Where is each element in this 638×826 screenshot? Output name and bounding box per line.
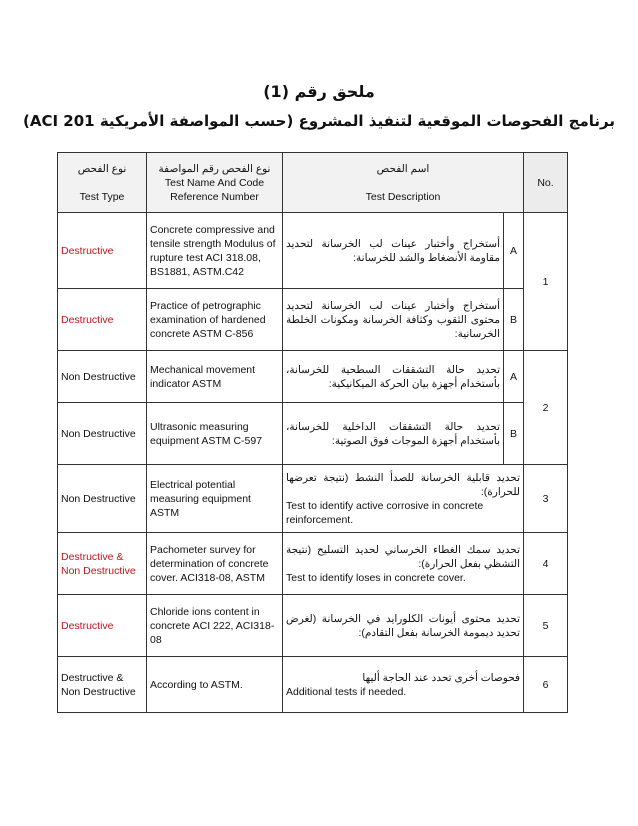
test-name-cell: Concrete compressive and tensile strength Modulus of rupture test ACI 318.08, BS1881, ASTM.C42 xyxy=(147,213,283,289)
test-name-cell: Pachometer survey for determination of concrete cover. ACI318-08, ASTM xyxy=(147,533,283,595)
test-type-cell: Destructive & Non Destructive xyxy=(58,533,147,595)
header-test-description-en: Test Description xyxy=(365,190,441,203)
description-ar: تحديد محتوى أيونات الكلورايد في الخرسانة (لغرض تحديد ديمومة الخرسانة بفعل التقادم): xyxy=(286,612,521,639)
test-name-cell: According to ASTM. xyxy=(147,657,283,713)
table-header-row xyxy=(58,153,568,213)
test-type-cell: Non Destructive xyxy=(58,351,147,403)
header-test-name-en: Test Name And Code Reference Number xyxy=(164,176,265,203)
description-ar: تحديد سمك الغطاء الخرساني لحديد التسليح (نتيجة التشظي بفعل الحرارة): xyxy=(286,543,521,570)
table-row xyxy=(58,595,568,657)
test-type-cell: Non Destructive xyxy=(58,403,147,465)
test-name-cell: Practice of petrographic examination of hardened concrete ASTM C-856 xyxy=(147,289,283,351)
description-ar: تحديد حالة التشققات الداخلية للخرسانة، بأستخدام أجهزة الموجات فوق الصوتية: xyxy=(286,420,500,447)
description-en: Test to identify active corrosive in concrete reinforcement. xyxy=(286,499,484,526)
test-name-cell: Ultrasonic measuring equipment ASTM C-597 xyxy=(147,403,283,465)
table-row xyxy=(58,351,568,403)
header-test-type-en: Test Type xyxy=(79,190,125,203)
header-test-description xyxy=(283,153,524,213)
test-name-cell: Chloride ions content in concrete ACI 222, ACI318-08 xyxy=(147,595,283,657)
header-test-description-ar: اسم الفحص xyxy=(376,162,430,175)
description-en: Additional tests if needed. xyxy=(286,685,407,698)
test-description-cell xyxy=(283,595,524,657)
header-test-type-ar: نوع الفحص xyxy=(77,162,127,175)
sub-item-letter: B xyxy=(504,289,524,351)
program-title: برنامج الفحوصات الموقعية لتنفيذ المشروع (حسب المواصفة الأمريكية ACI 201) xyxy=(23,112,615,130)
test-description-cell xyxy=(283,657,524,713)
table-row xyxy=(58,465,568,533)
description-ar: تحديد قابلية الخرسانة للصدأ النشط (نتيجة تعرضها للحرارة): xyxy=(286,471,521,498)
table-row xyxy=(58,289,568,351)
table-row xyxy=(58,213,568,289)
description-ar: أستخراج وأختبار عينات لب الخرسانة لتحديد محتوى الثقوب وكثافة الخرسانة ومكونات الخلطة الخرسانية: xyxy=(286,299,500,340)
sub-item-letter: A xyxy=(504,351,524,403)
item-number: 6 xyxy=(524,657,568,713)
description-ar: أستخراج وأختبار عينات لب الخرسانة لتحديد مقاومة الأنضغاط والشد للخرسانة: xyxy=(286,237,500,264)
header-test-name-ar: نوع الفحص رقم المواصفة xyxy=(158,162,271,175)
test-type-cell: Non Destructive xyxy=(58,465,147,533)
item-number: 4 xyxy=(524,533,568,595)
tests-table xyxy=(57,152,568,713)
item-number: 3 xyxy=(524,465,568,533)
test-description-cell xyxy=(283,213,504,289)
description-en: Test to identify loses in concrete cover. xyxy=(286,571,466,584)
test-description-cell xyxy=(283,533,524,595)
appendix-title: ملحق رقم (1) xyxy=(263,82,375,101)
test-description-cell xyxy=(283,289,504,351)
sub-item-letter: A xyxy=(504,213,524,289)
table-row xyxy=(58,657,568,713)
test-name-cell: Mechanical movement indicator ASTM xyxy=(147,351,283,403)
header-test-name xyxy=(147,153,283,213)
test-type-cell: Destructive xyxy=(58,289,147,351)
table-row xyxy=(58,533,568,595)
test-description-cell xyxy=(283,351,504,403)
sub-item-letter: B xyxy=(504,403,524,465)
item-number: 5 xyxy=(524,595,568,657)
test-type-cell: Destructive xyxy=(58,595,147,657)
table-row xyxy=(58,403,568,465)
test-description-cell xyxy=(283,403,504,465)
test-description-cell xyxy=(283,465,524,533)
test-type-cell: Destructive xyxy=(58,213,147,289)
item-number: 1 xyxy=(524,213,568,351)
description-ar: تحديد حالة التشققات السطحية للخرسانة، بأستخدام أجهزة بيان الحركة الميكانيكية: xyxy=(286,363,500,390)
test-type-cell: Destructive & Non Destructive xyxy=(58,657,147,713)
test-name-cell: Electrical potential measuring equipment ASTM xyxy=(147,465,283,533)
header-test-type xyxy=(58,153,147,213)
description-ar: فحوصات أخرى تحدد عند الحاجة أليها xyxy=(362,671,521,684)
header-number: No. xyxy=(524,153,568,213)
item-number: 2 xyxy=(524,351,568,465)
